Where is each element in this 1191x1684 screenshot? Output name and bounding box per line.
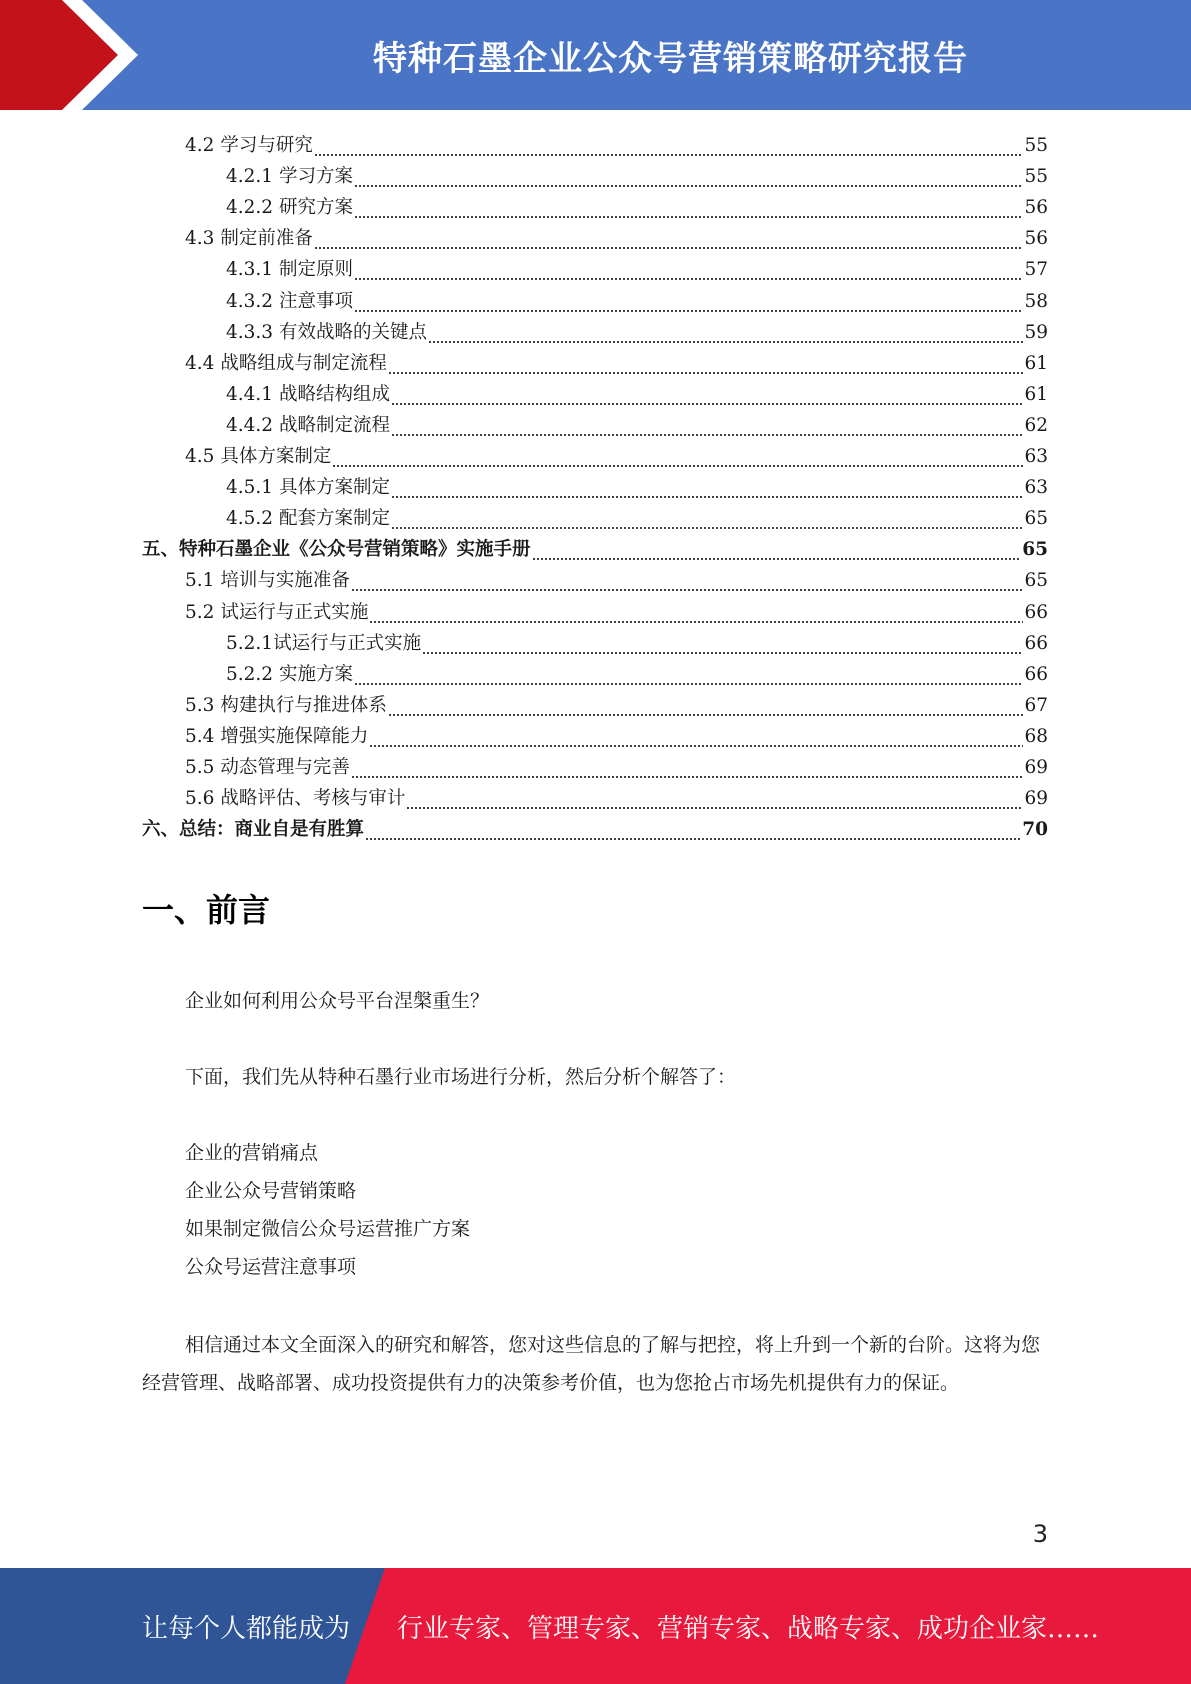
toc-entry-number: 4.4.1 xyxy=(226,383,279,405)
toc-entry-number: 5.2.1 xyxy=(226,632,274,654)
toc-dot-leader xyxy=(314,134,1024,158)
toc-entry-page: 67 xyxy=(1024,694,1048,716)
page-number: 3 xyxy=(1032,1520,1048,1548)
toc-dot-leader xyxy=(391,383,1023,407)
toc-entry-page: 62 xyxy=(1024,414,1048,436)
toc-dot-leader xyxy=(354,196,1023,220)
toc-entry-title: 增强实施保障能力 xyxy=(220,725,369,747)
toc-entry[interactable] xyxy=(0,190,1191,220)
closing-paragraph: 相信通过本文全面深入的研究和解答，您对这些信息的了解与把控，将上升到一个新的台阶。这将为您经营管理、战略部署、成功投资提供有力的决策参考价值，也为您抢占市场先机提供有力的保证。 xyxy=(142,1334,1041,1394)
toc-entry[interactable] xyxy=(0,750,1191,780)
toc-entry-number: 4.5.1 xyxy=(226,477,279,499)
toc-entry[interactable] xyxy=(0,470,1191,500)
toc-entry[interactable] xyxy=(0,252,1191,282)
list-item: 企业的营销痛点 xyxy=(185,1142,319,1164)
toc-entry-page: 69 xyxy=(1024,788,1048,810)
toc-entry-title: 注意事项 xyxy=(278,290,353,312)
toc-entry[interactable] xyxy=(0,626,1191,656)
toc-entry-title: 构建执行与推进体系 xyxy=(220,694,387,716)
toc-entry-page: 69 xyxy=(1024,757,1048,778)
toc-entry-title: 试运行与正式实施 xyxy=(220,601,369,623)
toc-entry[interactable] xyxy=(0,377,1191,407)
toc-entry-page: 63 xyxy=(1024,446,1048,467)
toc-entry-page: 70 xyxy=(1022,819,1048,841)
toc-entry-number: 5.2 xyxy=(185,601,221,623)
toc-entry-number: 4.4 xyxy=(185,352,221,374)
toc-entry-title: 培训与实施准备 xyxy=(220,570,350,592)
report-title: 特种石墨企业公众号营销策略研究报告 xyxy=(373,38,968,79)
toc-dot-leader xyxy=(351,756,1024,780)
toc-entry-page: 65 xyxy=(1022,539,1048,561)
toc-entry-number: 5.1 xyxy=(185,570,221,592)
footer-slogan-left: 让每个人都能成为 xyxy=(142,1613,351,1644)
toc-entry[interactable] xyxy=(0,501,1191,531)
toc-entry-page: 55 xyxy=(1024,166,1048,188)
toc-entry[interactable] xyxy=(0,595,1191,625)
toc-entry-number: 4.2 xyxy=(185,135,221,156)
toc-entry[interactable] xyxy=(0,346,1191,376)
toc-entry-page: 55 xyxy=(1024,135,1048,156)
list-item: 公众号运营注意事项 xyxy=(185,1256,357,1278)
toc-entry[interactable] xyxy=(0,221,1191,251)
toc-entry-number: 4.3.2 xyxy=(226,290,279,312)
toc-entry-number: 5.4 xyxy=(185,725,221,747)
list-item: 企业公众号营销策略 xyxy=(185,1180,357,1202)
toc-entry-number: 4.3.1 xyxy=(226,259,279,281)
toc-entry[interactable] xyxy=(0,128,1191,158)
toc-entry-title: 制定前准备 xyxy=(220,228,313,250)
page-header xyxy=(0,0,1191,110)
toc-entry-page: 63 xyxy=(1024,477,1048,499)
toc-dot-leader xyxy=(351,569,1024,593)
section-heading: 一、前言 xyxy=(142,891,271,929)
toc-entry[interactable] xyxy=(0,812,1191,842)
toc-entry-title: 有效战略的关键点 xyxy=(278,321,427,343)
toc-entry-number: 5.2.2 xyxy=(226,663,279,685)
toc-entry-page: 56 xyxy=(1024,228,1048,250)
toc-entry-number: 4.2.1 xyxy=(226,166,279,188)
toc-entry-title: 具体方案制定 xyxy=(220,446,332,467)
toc-dot-leader xyxy=(391,476,1023,500)
toc-entry-title: 学习与研究 xyxy=(220,135,313,156)
toc-entry-title: 试运行与正式实施 xyxy=(273,632,422,654)
toc-entry-number: 5.3 xyxy=(185,694,221,716)
toc-entry-number: 4.3 xyxy=(185,228,221,250)
toc-dot-leader xyxy=(428,321,1023,345)
toc-dot-leader xyxy=(354,290,1023,314)
toc-entry-title: 动态管理与完善 xyxy=(220,757,350,778)
toc-entry[interactable] xyxy=(0,284,1191,314)
toc-entry-title: 研究方案 xyxy=(278,197,353,219)
toc-entry[interactable] xyxy=(0,159,1191,189)
toc-entry-number: 4.5 xyxy=(185,446,221,467)
toc-dot-leader xyxy=(314,227,1024,251)
toc-entry[interactable] xyxy=(0,408,1191,438)
toc-entry-page: 58 xyxy=(1024,290,1048,312)
toc-entry-title: 战略评估、考核与审计 xyxy=(220,788,406,810)
toc-entry-title: 配套方案制定 xyxy=(278,508,390,530)
lead-paragraph: 下面，我们先从特种石墨行业市场进行分析，然后分析个解答了： xyxy=(185,1066,737,1088)
toc-entry-number: 4.5.2 xyxy=(226,508,279,530)
toc-entry-page: 65 xyxy=(1024,570,1048,592)
toc-entry-title: 制定原则 xyxy=(278,259,353,281)
toc-entry-number: 4.3.3 xyxy=(226,321,279,343)
toc-entry-title: 战略制定流程 xyxy=(278,414,390,436)
toc-dot-leader xyxy=(406,787,1023,811)
page-footer xyxy=(0,1568,1191,1684)
toc-entry-page: 66 xyxy=(1024,632,1048,654)
toc-entry-page: 57 xyxy=(1024,259,1048,281)
toc-dot-leader xyxy=(388,352,1024,376)
toc-dot-leader xyxy=(354,258,1023,282)
toc-entry-number: 4.4.2 xyxy=(226,414,279,436)
toc-entry[interactable] xyxy=(0,688,1191,718)
toc-entry-number: 5.5 xyxy=(185,757,221,778)
toc-entry-number: 4.2.2 xyxy=(226,197,279,219)
toc-dot-leader xyxy=(391,414,1023,438)
toc-entry-title: 六、总结：商业自是有胜算 xyxy=(142,819,365,841)
toc-entry[interactable] xyxy=(0,532,1191,562)
footer-slogan-right: 行业专家、管理专家、营销专家、战略专家、成功企业家…… xyxy=(397,1613,1100,1644)
toc-dot-leader xyxy=(391,507,1023,531)
toc-dot-leader xyxy=(422,632,1023,656)
toc-dot-leader xyxy=(369,725,1023,749)
toc-entry-page: 56 xyxy=(1024,197,1048,219)
toc-dot-leader xyxy=(332,445,1023,469)
toc-dot-leader xyxy=(369,601,1023,625)
toc-dot-leader xyxy=(388,694,1024,718)
toc-entry[interactable] xyxy=(0,657,1191,687)
toc-entry[interactable] xyxy=(0,719,1191,749)
toc-entry[interactable] xyxy=(0,563,1191,593)
toc-entry[interactable] xyxy=(0,781,1191,811)
toc-entry-title: 具体方案制定 xyxy=(278,477,390,499)
intro-paragraph: 企业如何利用公众号平台涅槃重生？ xyxy=(185,990,490,1012)
toc-dot-leader xyxy=(354,663,1023,687)
toc-entry-page: 66 xyxy=(1024,663,1048,685)
toc-entry[interactable] xyxy=(0,315,1191,345)
toc-entry-page: 61 xyxy=(1024,383,1048,405)
toc-dot-leader xyxy=(532,538,1022,562)
list-item: 如果制定微信公众号运营推广方案 xyxy=(185,1218,471,1240)
toc-entry-page: 61 xyxy=(1024,352,1048,374)
toc-entry-page: 59 xyxy=(1024,321,1048,343)
toc-entry-page: 66 xyxy=(1024,601,1048,623)
toc-entry[interactable] xyxy=(0,439,1191,469)
toc-dot-leader xyxy=(365,818,1021,842)
toc-entry-number: 5.6 xyxy=(185,788,221,810)
toc-entry-title: 战略结构组成 xyxy=(278,383,390,405)
toc-entry-title: 实施方案 xyxy=(278,663,353,685)
toc-dot-leader xyxy=(354,165,1023,189)
toc-entry-title: 战略组成与制定流程 xyxy=(220,352,387,374)
toc-entry-title: 学习方案 xyxy=(278,166,353,188)
toc-entry-page: 65 xyxy=(1024,508,1048,530)
toc-entry-title: 五、特种石墨企业《公众号营销策略》实施手册 xyxy=(142,539,531,561)
toc-entry-page: 68 xyxy=(1024,725,1048,747)
